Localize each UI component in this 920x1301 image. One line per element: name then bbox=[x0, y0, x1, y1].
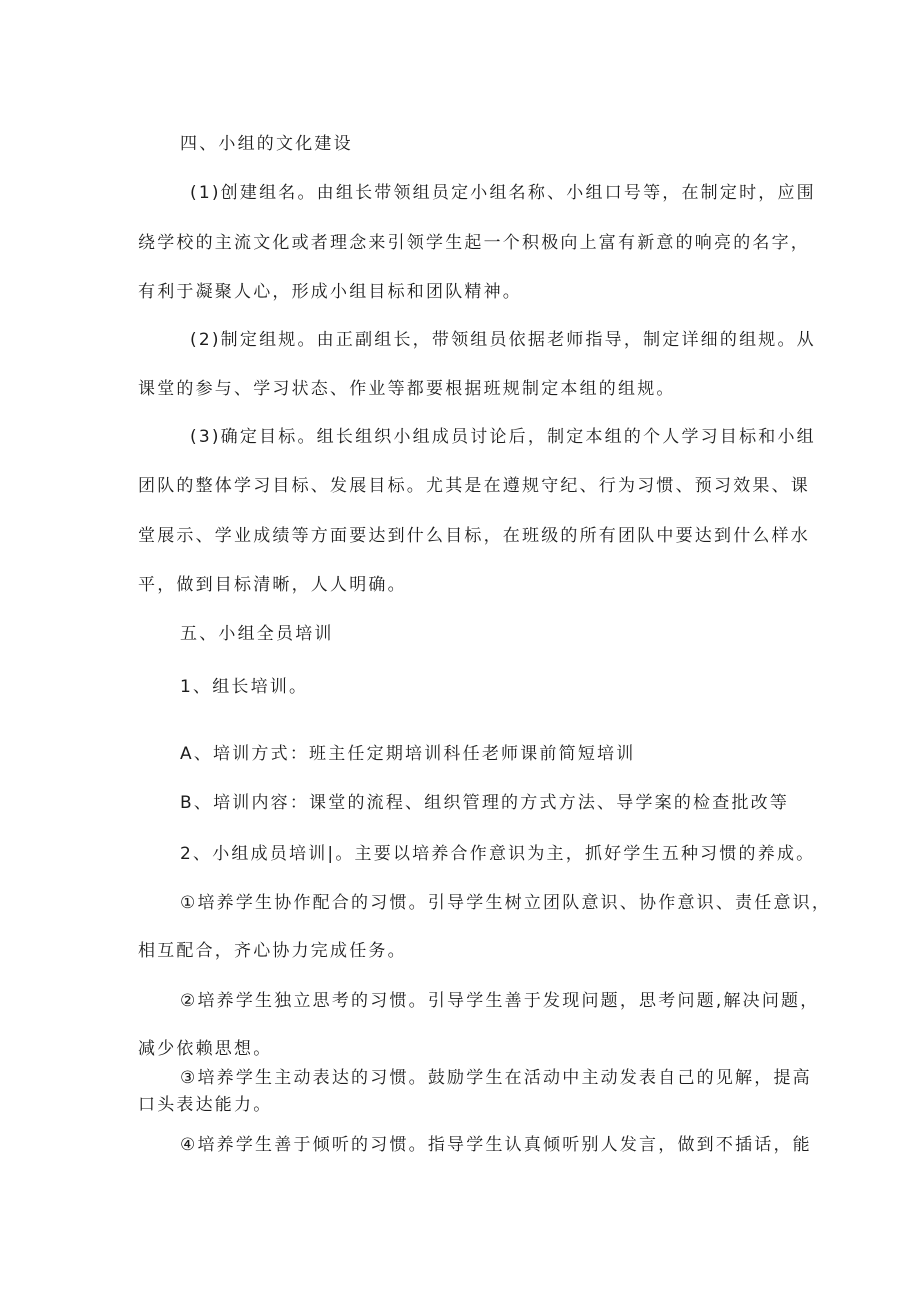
item-3-line-4: 平，做到目标清晰，人人明确。 bbox=[138, 575, 407, 595]
item-3-line-3: 堂展示、学业成绩等方面要达到什么目标，在班级的所有团队中要达到什么样水 bbox=[138, 526, 810, 546]
sub-1-leader-training: 1、组长培训。 bbox=[180, 677, 309, 697]
item-1-line-1: (1)创建组名。由组长带领组员定小组名称、小组口号等，在制定时，应围 bbox=[190, 183, 816, 203]
habit-2-line-2: 减少依赖思想。 bbox=[138, 1039, 273, 1059]
item-2-line-1: (2)制定组规。由正副组长，带领组员依据老师指导，制定详细的组规。从 bbox=[190, 330, 816, 350]
sub-1-a-method: A、培训方式：班主任定期培训科任老师课前简短培训 bbox=[180, 744, 636, 764]
sub-2-member-training: 2、小组成员培训|。主要以培养合作意识为主，抓好学生五种习惯的养成。 bbox=[180, 844, 816, 864]
item-1-line-2: 绕学校的主流文化或者理念来引领学生起一个积极向上富有新意的响亮的名字， bbox=[138, 233, 810, 253]
habit-2-line-1: ②培养学生独立思考的习惯。引导学生善于发现问题，思考问题,解决问题， bbox=[180, 991, 820, 1011]
section-4-heading: 四、小组的文化建设 bbox=[180, 134, 353, 154]
habit-1-line-1: ①培养学生协作配合的习惯。引导学生树立团队意识、协作意识、责任意识， bbox=[180, 893, 832, 913]
habit-3-line-2: 口头表达能力。 bbox=[138, 1095, 273, 1115]
item-2-line-2: 课堂的参与、学习状态、作业等都要根据班规制定本组的组规。 bbox=[138, 379, 676, 399]
item-1-line-3: 有利于凝聚人心，形成小组目标和团队精神。 bbox=[138, 282, 522, 302]
sub-1-b-content: B、培训内容：课堂的流程、组织管理的方式方法、导学案的检查批改等 bbox=[180, 793, 790, 813]
habit-4-line-1: ④培养学生善于倾听的习惯。指导学生认真倾听别人发言，做到不插话，能 bbox=[180, 1135, 812, 1155]
section-5-heading: 五、小组全员培训 bbox=[180, 624, 334, 644]
habit-3-line-1: ③培养学生主动表达的习惯。鼓励学生在活动中主动发表自己的见解，提高 bbox=[180, 1068, 812, 1088]
item-3-line-2: 团队的整体学习目标、发展目标。尤其是在遵规守纪、行为习惯、预习效果、课 bbox=[138, 476, 810, 496]
item-3-line-1: (3)确定目标。组长组织小组成员讨论后，制定本组的个人学习目标和小组 bbox=[190, 427, 816, 447]
habit-1-line-2: 相互配合，齐心协力完成任务。 bbox=[138, 941, 407, 961]
